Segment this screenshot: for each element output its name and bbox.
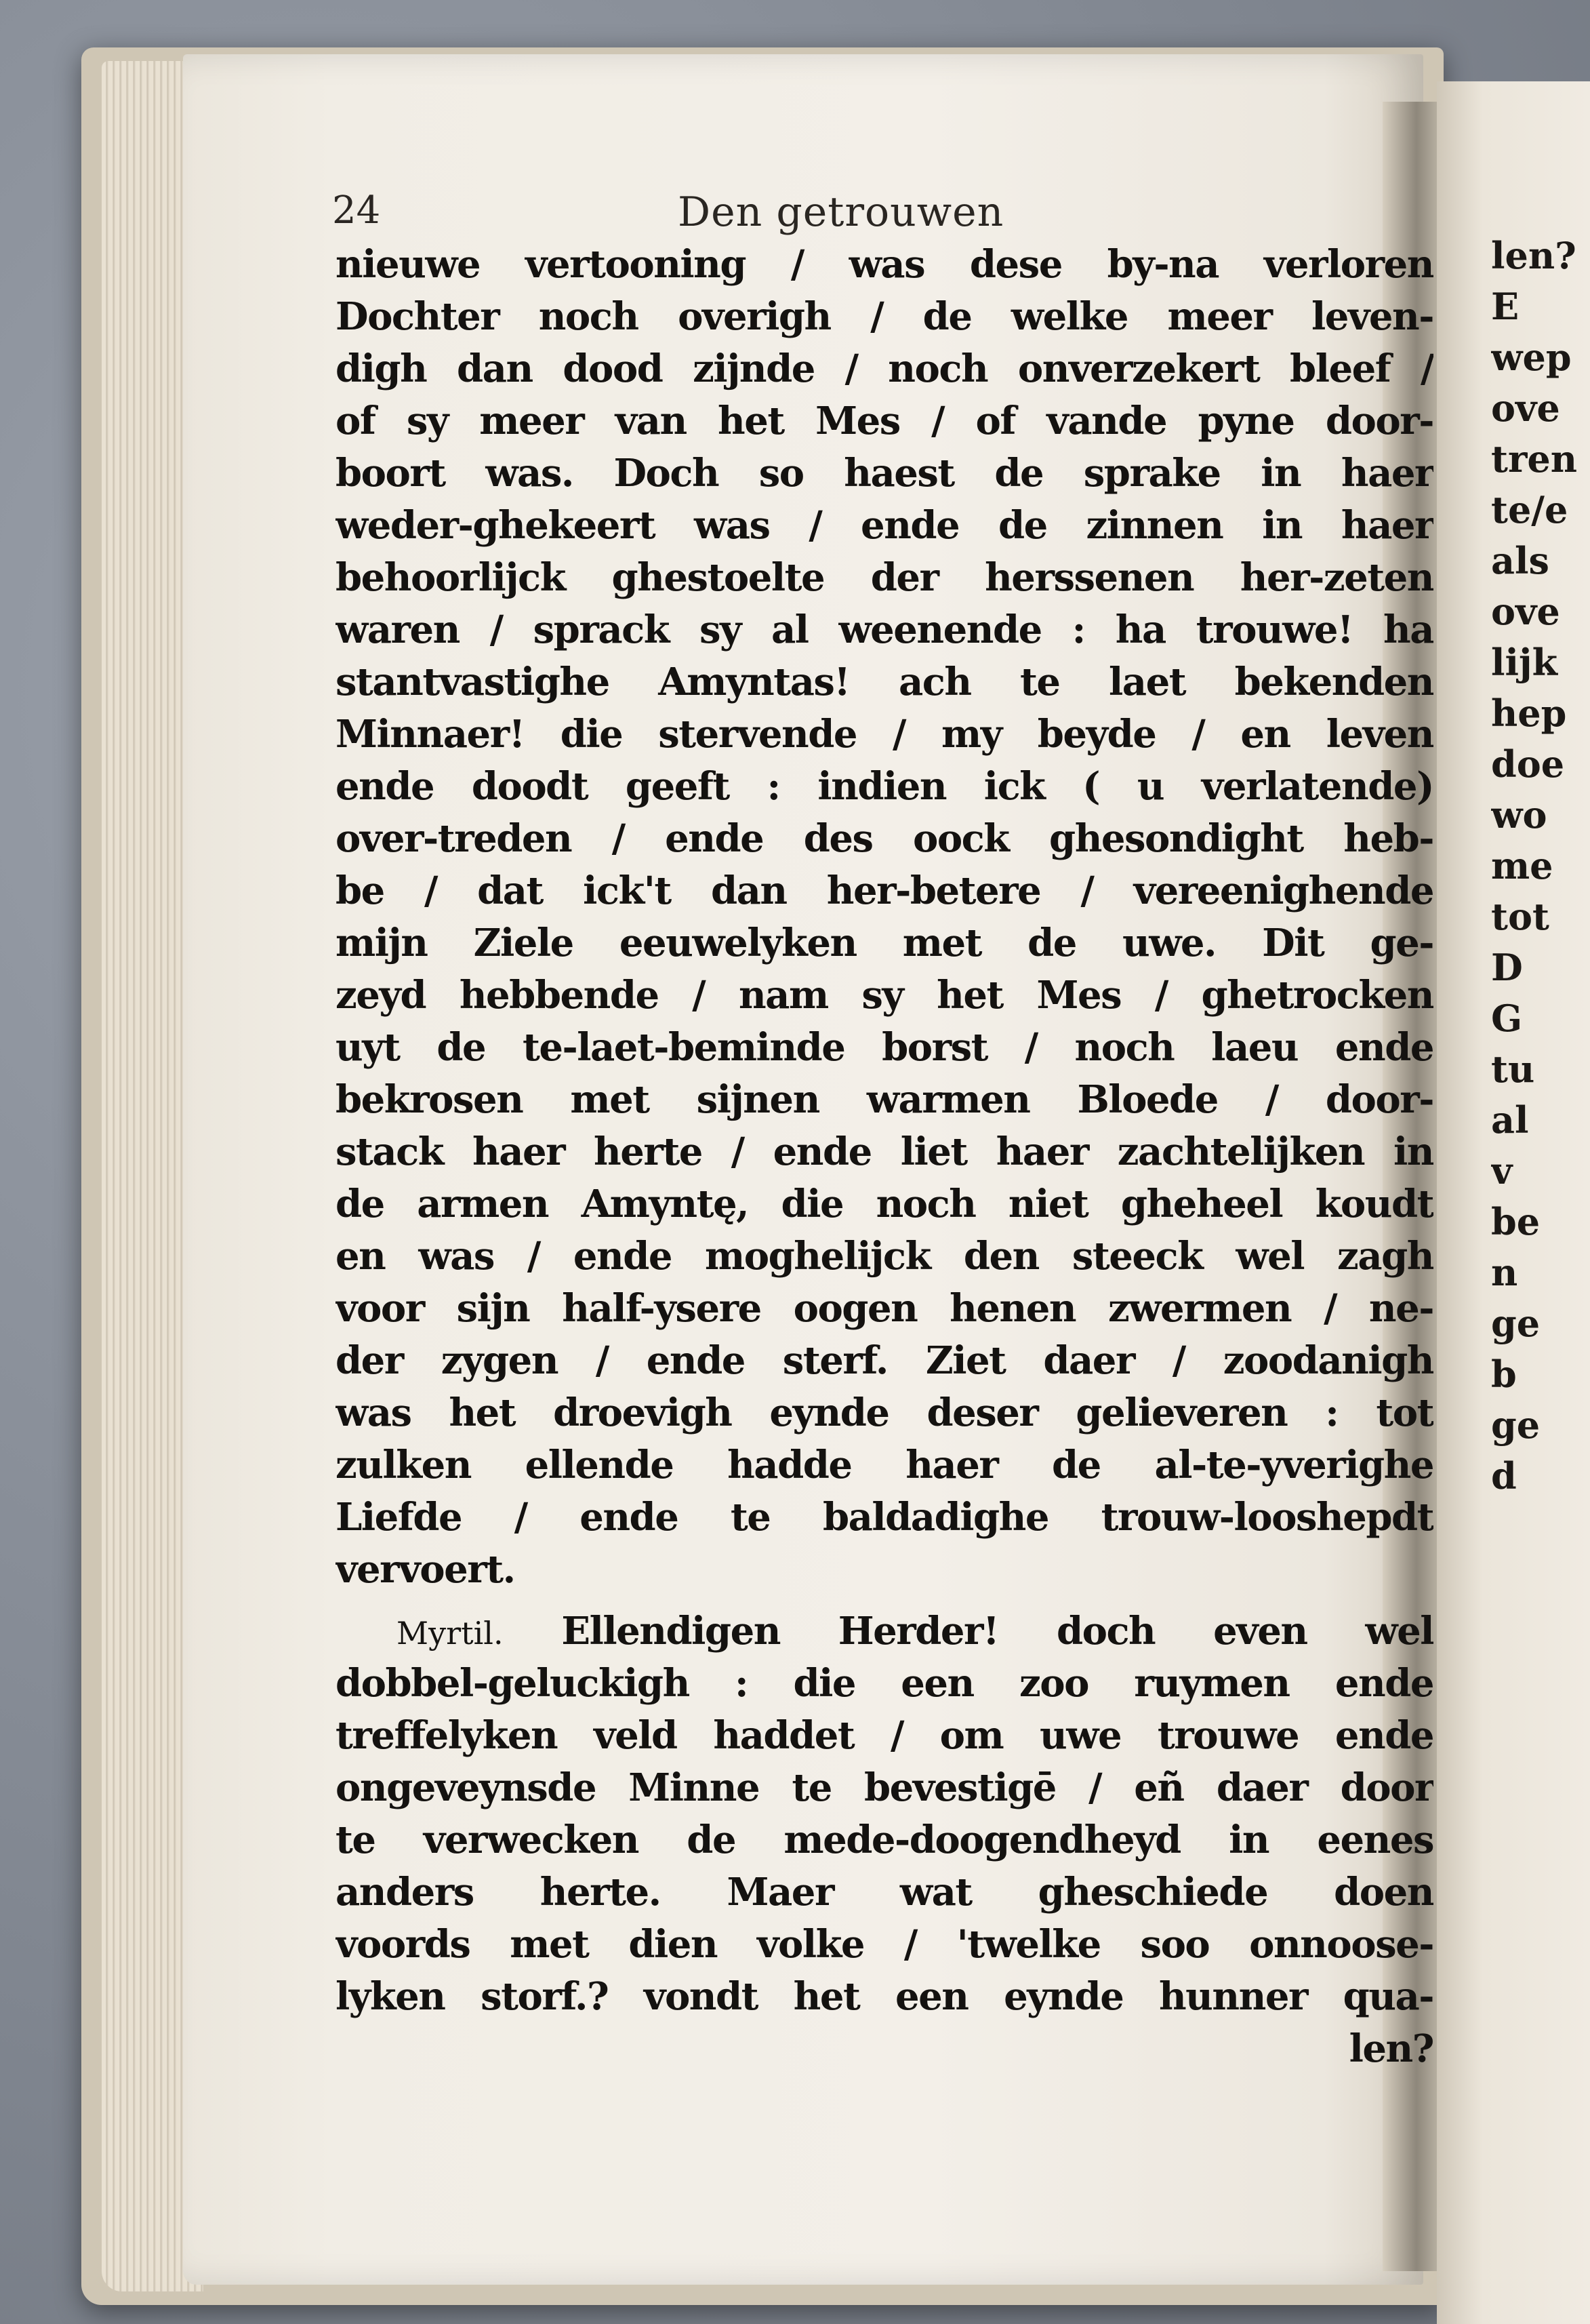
- right-page-fragment: n: [1491, 1251, 1518, 1294]
- right-page-fragment: als: [1491, 539, 1549, 582]
- text-line: zulken ellende hadde haer de al-te-yverighe: [335, 1443, 1433, 1487]
- running-title: Den getrouwen: [678, 188, 1004, 236]
- right-page-fragment: tren: [1491, 437, 1578, 481]
- right-page-fragment: E: [1491, 285, 1520, 328]
- right-page-fragment: tu: [1491, 1047, 1535, 1091]
- running-head: [332, 183, 1389, 244]
- text-line: zeyd hebbende / nam sy het Mes / ghetrocken: [335, 973, 1433, 1018]
- text-line: anders herte. Maer wat gheschiede doen: [335, 1870, 1433, 1915]
- right-page-fragment: ove: [1491, 386, 1560, 430]
- right-page-text: [1491, 231, 1590, 1502]
- right-page-fragment: lijk: [1491, 641, 1557, 684]
- text-line: digh dan dood zijnde / noch onverzekert bleef /: [335, 346, 1433, 391]
- first-paragraph: [335, 239, 1433, 1596]
- text-line: bekrosen met sijnen warmen Bloede / door-: [335, 1077, 1433, 1122]
- text-line: en was / ende moghelijck den steeck wel zagh: [335, 1234, 1433, 1279]
- right-page-fragment: ge: [1491, 1302, 1541, 1345]
- text-line: Dochter noch overigh / de welke meer leven-: [335, 294, 1433, 339]
- text-line: uyt de te-laet-beminde borst / noch laeu ende: [335, 1025, 1433, 1070]
- catchword: len?: [1349, 2026, 1433, 2071]
- right-page-fragment: al: [1491, 1098, 1529, 1142]
- text-line: treffelyken veld haddet / om uwe trouwe ende: [335, 1713, 1433, 1758]
- right-page-fragment: me: [1491, 844, 1553, 887]
- text-line: dobbel-geluckigh : die een zoo ruymen ende: [335, 1661, 1433, 1706]
- page-number: 24: [332, 188, 381, 233]
- text-line: lyken storf.? vondt het een eynde hunner qua-: [335, 1974, 1433, 2019]
- text-line: [335, 1605, 1433, 1658]
- text-line: be / dat ick't dan her-betere / vereenighende: [335, 868, 1433, 913]
- text-line: ende doodt geeft : indien ick ( u verlatende): [335, 764, 1433, 809]
- right-page-fragment: wo: [1491, 793, 1547, 837]
- speaker-line-text: Ellendigen Herder! doch even wel: [561, 1609, 1433, 1654]
- right-page-fragment: b: [1491, 1353, 1517, 1396]
- text-line: voords met dien volke / 'twelke soo onnoose-: [335, 1922, 1433, 1967]
- speaker-name: Myrtil.: [396, 1615, 504, 1651]
- right-page-fragment: len?: [1491, 234, 1576, 277]
- text-line: mijn Ziele eeuwelyken met de uwe. Dit ge-: [335, 921, 1433, 965]
- right-page-fragment: hep: [1491, 692, 1567, 735]
- text-line: te verwecken de mede-doogendheyd in eenes: [335, 1818, 1433, 1862]
- right-page-fragment: te/e: [1491, 488, 1568, 532]
- right-page-fragment: ove: [1491, 590, 1560, 633]
- right-page-fragment: doe: [1491, 742, 1565, 786]
- text-line: nieuwe vertooning / was dese by-na verloren: [335, 242, 1433, 287]
- text-line: ongeveynsde Minne te bevestigē / eñ daer door: [335, 1765, 1433, 1810]
- paragraph-gap: [335, 1596, 1433, 1605]
- text-line: was het droevigh eynde deser gelieveren : tot: [335, 1390, 1433, 1435]
- right-page-fragment: ge: [1491, 1403, 1541, 1447]
- text-line: Liefde / ende te baldadighe trouw-looshepdt: [335, 1495, 1433, 1540]
- text-line: stack haer herte / ende liet haer zachtelijken in: [335, 1129, 1433, 1174]
- text-line: over-treden / ende des oock ghesondight heb-: [335, 816, 1433, 861]
- text-line: behoorlijck ghestoelte der herssenen her-zeten: [335, 555, 1433, 600]
- text-line: der zygen / ende sterf. Ziet daer / zoodanigh: [335, 1338, 1433, 1383]
- text-line: de armen Amyntę, die noch niet gheheel koudt: [335, 1182, 1433, 1226]
- text-line: voor sijn half-ysere oogen henen zwermen / ne-: [335, 1286, 1433, 1331]
- second-paragraph: [335, 1605, 1433, 2075]
- right-page-fragment: wep: [1491, 336, 1572, 379]
- second-paragraph-lines: [335, 1658, 1433, 2023]
- right-page-fragment: G: [1491, 997, 1523, 1040]
- text-line: vervoert.: [335, 1547, 515, 1592]
- right-page-fragment: D: [1491, 946, 1523, 989]
- text-line: waren / sprack sy al weenende : ha trouwe! ha: [335, 607, 1433, 652]
- right-page-fragment: d: [1491, 1454, 1517, 1498]
- text-line: boort was. Doch so haest de sprake in haer: [335, 451, 1433, 496]
- text-line: Minnaer! die stervende / my beyde / en leven: [335, 712, 1433, 757]
- right-page-fragment: tot: [1491, 895, 1549, 938]
- text-line: of sy meer van het Mes / of vande pyne door-: [335, 399, 1433, 443]
- text-line: weder-ghekeert was / ende de zinnen in haer: [335, 503, 1433, 548]
- text-block: [335, 239, 1433, 2075]
- right-page-fragment: be: [1491, 1200, 1541, 1243]
- right-page-fragment: v: [1491, 1149, 1513, 1193]
- text-line: stantvastighe Amyntas! ach te laet bekenden: [335, 660, 1433, 704]
